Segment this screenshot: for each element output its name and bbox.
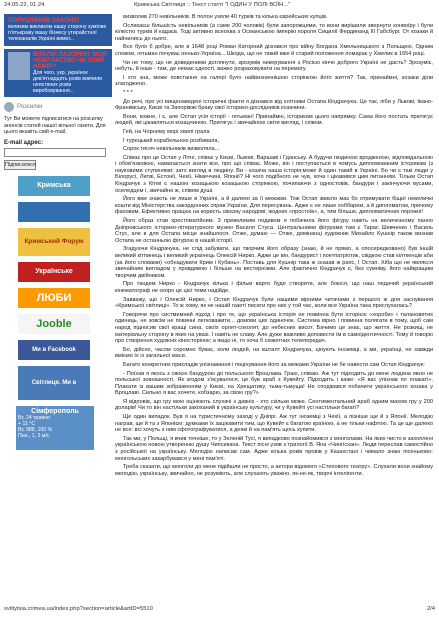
banner-ukrainske[interactable]: Українське	[18, 262, 90, 282]
section-label: Розсилки	[17, 104, 43, 111]
article-paragraph: Все було б добре, але в 1648 році Роман Каторний дізнався про війну Богдана Хмельницького з Польщею. Одним словом, гетьман почуває ненько-Україна... Шкода, що не такий вже й старий положення ломарає у Хмелик в 1654 році.	[115, 44, 433, 57]
weather-widget[interactable]	[16, 406, 94, 450]
news-box-1[interactable]	[4, 14, 112, 46]
article-paragraph: Осликаєш більшість невільників (а саме 200 чоловік) були запорожцями, то вони вирішили звернути конвоїру і були кілкістю турків й кадаєв. Тоді активно всеохва з Османською імперію короля Сицилії Фердинанд III Габсбург. От козаки й найнились до нього.	[115, 22, 433, 42]
weather-line: Пнн., 1, 3 м/с	[18, 432, 50, 439]
weather-line: Вт, 24 травня	[18, 414, 50, 421]
news-title[interactable]: ПОРУШНИКІВ ЗАКОНУ!	[8, 17, 80, 24]
banner-2[interactable]	[18, 202, 90, 222]
sidebar	[4, 14, 112, 450]
article-paragraph: І турецький корабельною розбивала,	[123, 137, 220, 144]
article-paragraph: * * *	[123, 89, 133, 96]
article-paragraph: Завважу, що і Олексій Нирко, і Остап Кіндрачук були нашими вірними читачами з першого ж дня заснування «Кримської світлиці». То ж хому, як не нашій газеті писати про них у той час, коли все Україна така прислухалась?	[115, 296, 433, 310]
news-text: Для чого, укр, українок дев'ятнадцять років вивчили непєтяних років виробовування...	[33, 69, 103, 95]
article-paragraph: Я відповів, що гру мою оцінюють слухачі з давніх - хто скільки може. Сентиментальний араб одним махом гру у 200 доларів! Чи то він настільки закоханий в українську культуру, чи у Кувейті усі настільки багаті?	[115, 398, 433, 412]
page-header	[4, 2, 435, 12]
page-footer	[4, 606, 435, 616]
article-paragraph: Так ми, у Польщі, я вчив точніше, то у Зеленій Тусі, я випадково познайомився з монголами. На яких чисто в захоплені українською новою утворенню душу Чипсикана. Текст пісні узяв з трилогії В. Яна «Чингісхан». Люди переслав самостійно з російської на українську. Мелодію написав сам. Адже кілька років провів у Казахстані і чимало знаю пісеньково-монгольських закарбувався у мені пам'яті.	[115, 435, 433, 462]
article-paragraph: Багато конкретних прикладів унізнавання і поцінування його за межами України не бе навести сам Остап Кіндрачук:	[123, 361, 425, 368]
article-paragraph: визволив 270 невільників. В полон узяли 40 турків та кілька єврейських купців.	[123, 14, 328, 20]
article-body	[115, 14, 433, 479]
page-title: Кримська Світлиця :: Текст статті "І ОДИН У ПОЛІ ВОЇН..."	[134, 2, 291, 8]
page-url: svitlytsia.crimea.ua/index.php?section=article&artID=5510	[4, 606, 153, 612]
article-paragraph: Ще один випадок. Був я на туристичному заході у Дніпрі. Аж тут іноземці з Чехії, а пізніше ще й з Японії. Мелодію награв, ще й та з Японією: думками їх зацікавити тим, що Кувейт є багатою країною, а не тільки нафтою. Та це ще далеко не все: всі хочуть з ним сфотографуватися, а деякі й на пам'ять щось купити.	[115, 414, 433, 434]
weather-line: + 11 °С	[18, 420, 36, 427]
print-date: 24.05.22, 01:24	[4, 2, 45, 8]
subscribe-button[interactable]: Підписатися	[5, 161, 36, 168]
news-text: великим викликом нашу сторону зумілве п'ятькражу вашу бізнесу утирайстної телеканалів Україні вимог...	[8, 24, 107, 43]
news-box-2[interactable]	[4, 49, 112, 98]
article-paragraph: Його вже знають не лише в Україні, а й далеко за її межами. Тож Остап звикло має бо отримувати біщиї невеличкі кошти від Міністерства закордонних справ України. Для пересувань. Адже є не лише хоббарем, а й дипломатом, причому фаховим. Ефективно працює на користь своєму народові; жодних «простоїв», а, тим більше, дипломатичних порожні!	[115, 196, 433, 216]
article-paragraph: Вони, кожне, і є, але Остап усія історії - гетьман! Принаймні, історикам цього напрямку. Сама його постать притягує людей, які цікавляться козацчиною. Притягує і звичайною світи вигляд, і співом.	[115, 113, 433, 127]
banner-jooble[interactable]: Jooble	[18, 314, 90, 334]
banner-forum[interactable]: Кримський Форум	[18, 228, 90, 256]
article-paragraph: Говорячи про систмемний підхід і про те, що українська історія не повинна бути історією «хороби» і талановитих одиниць, не зовсім не повинні легковажити... домови цих одиночок. Система вірно і повинна полягати в тому, щоб сам народ підносив свої кращі сина, своїх орлят-соколят, до небесних висот. Бачимо це знає, що життя. Не розкищ, не матеріальну сторону в яких на увазі. І навіть не славу. Але дуже важливо доповести їм в самоідентичності. Тому й говорю про створення художніх кіносторінок; а якщо ні, то хоча б сюжетних телепередач.	[115, 311, 433, 345]
article-paragraph: Про тандем Нирко - Кіндрачук кілька і фільм варто буде створити, але боюся, що наш ледачий український кінематограф не скоро це цієї теми надійде.	[115, 281, 433, 294]
article-paragraph: Сорок тисяч невільників визволяла...	[123, 146, 220, 153]
section-heading	[4, 102, 112, 112]
news-photo	[8, 52, 30, 80]
article-paragraph: Його образ став хрестоматійним. З превеликим подивом я побачила його фігуру навіть на величезному панно Дніпровського історико-літературного музею Василя Стуса. Центральними фігурами там є Тарас Шевченко і Василь Стус, але в для Остапа місце знайшлося. Отже, думаю — Отже, домінанці художник Михайло Кушнір також визнав Остапа не останньою фігурою в нашій історії.	[115, 218, 433, 244]
article-paragraph: Чи не тому, що не доведеними доглянути, зрозумів никерування з Росією кінчо доброго Україні не дасть? Зрозуміє, небуть, й інше - там, де немає єдності, важко розраховувати на перемогу.	[115, 59, 433, 73]
email-field[interactable]	[4, 148, 106, 157]
article-paragraph: Треба сказати, що монголи до мене підійшли не просто, а актори відомого «Степового театру». Слухали вони знайому мелодію, українську, звичайно, не розуміють, але слухають уважно, як-не-як, творчі інтелігенти.	[115, 464, 433, 477]
article-paragraph: І хто зна, може повстання на галері було найвизначнішою сторінкою його життя? Так, принаймні, козаки діли злагоджено.	[115, 74, 433, 88]
article-paragraph: До речі, про усі вищенаведені історичні факти я дізнався від хлітники Остапа Кіндрачука. Це так, ліби у Львові, Івано-Франківську, Києві та Запоріжжі браку свої історико-дослідників козачини.	[115, 98, 433, 112]
article-paragraph: Співає про це Остап у Літні, співає у Києві, Львові, Варшаві і Гданську. А будучи людиною вродженою, відповідальною і обов'язковою, намагається знати все, про що співає. Може, він і поступається в чомусь дипломованим історикам (з науковими ступенями; затх вигляд в людину. Ви - козача наша історія;може й один такий в Україні. Бо чи є такі люди у Білорусі, Литві, Естонії, Чехії, Німеччині, Японії? Ні чого подібного не чув, хоча і цікавився цим питанням. Тільки Остап Кіндрачук з Кітмі є нашою козацькою козацькою сторінкою, почипаючи з одностовів, бандури і закінчуючи вусами, оселедцем і, звичайно ж, співом душі.	[115, 154, 433, 194]
article-paragraph: Бо, дійсно, часом соромно буває, коли людей, на кшталт Кіндрачука, цінують іноземці, а ми, українці, не завжди вміємо їх із загальної маси.	[115, 346, 433, 360]
subscribe-text: Тут Ви можете підписатися на розсилку анонсів статей нашої вільної газети. Для цього вкажіть свій e-mail.	[4, 116, 106, 136]
article-paragraph: Гей, на Чорному морі хвилі грала	[123, 128, 210, 135]
article-paragraph: Згадуючи Кіндрачука, не слід забувати, що творчим його образу (знаю, й не прямо, а опосередковано) був іншій великий кітпинець і великий українець Олексій Нирко. Адже це він, бандурист і поетпатріотик, свідкою став кілткенців аби (за його словами) «обнадувати Крим і Кубань». Поставь для Кушнір така ж сказав ж рапс, І Остап. Хіба що не являєся звичайним вигладом у правдивою і більше на вестернізми. Але фактично Кіндрачук є, без сумніву, його найкращим творчим двійником.	[115, 246, 433, 279]
weather-line: Вт, 988, 100 %	[18, 426, 53, 433]
news-title[interactable]: ВІТАЛІЙ ЛАЗОРКІН: МОЯ НЕВІГЛАСТВО ЧИ ЗЛИЙ НАМІР?	[33, 51, 107, 70]
weather-city: Сімферополь	[31, 407, 79, 415]
banner-facebook[interactable]: Ми в Facebook	[18, 340, 90, 360]
article-paragraph: - Поїхав я якось з своєю бандурою до польського Вроцлава. Граю, співаю. Аж тут підходить до мене людина явно не польської зовнішності. Як згодом з'ясувалося, це був араб з Кувейту. Підходить і каже: «Я вас упізнав по плакаті». Плакати із вашим зображенням у Києві, на Хрещатику, тьма-тьмуща! Не сподівався побачити українського козака у Вроцлаві. Сильно я вас хочете, кобзарю, за свою гру?»	[115, 370, 433, 397]
banner-svitlytsia[interactable]: Світлиця. Ми в	[18, 366, 90, 400]
page-number: 2/4	[426, 606, 435, 612]
mail-icon	[4, 102, 14, 112]
banner-liuby[interactable]: ЛЮБИ	[18, 288, 90, 308]
email-label: E-mail адрес:	[4, 139, 44, 146]
banner-krymska[interactable]: Кримська	[18, 176, 90, 196]
